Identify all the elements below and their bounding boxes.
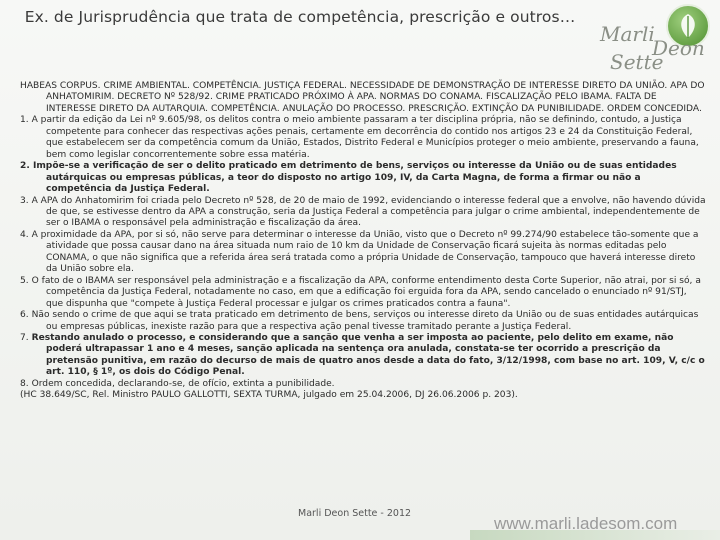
jurisprudence-text: [20, 81, 706, 402]
paragraph-7: [20, 333, 706, 379]
footer-credit: Marli Deon Sette - 2012: [298, 508, 412, 519]
ementa-paragraph: HABEAS CORPUS. CRIME AMBIENTAL. COMPETÊNCIA. JUSTIÇA FEDERAL. NECESSIDADE DE DEMONSTRAÇÃO DE INTERESSE DIRETO DA UNIÃO. APA DO ANHATOMIRIM. DECRETO Nº 528/92. CRIME PRATICADO PRÓXIMO À APA. NORMAS DO CONAMA. FISCALIZAÇÃO PELO IBAMA. FALTA DE INTERESSE DIRETO DA AUTARQUIA. COMPETÊNCIA. ANULAÇÃO DO PROCESSO. PRESCRIÇÃO. EXTINÇÃO DA PUNIBILIDADE. ORDEM CONCEDIDA.: [20, 81, 705, 114]
paragraph-5: 5. O fato de o IBAMA ser responsável pela administração e a fiscalização da APA, conforme entendimento desta Corte Superior, não atrai, por si só, a competência da Justiça Federal, notadamente no caso, em que a edificação foi erguida fora da APA, sendo cancelado o enunciado nº 91/STJ, que dispunha que "compete à Justiça Federal processar e julgar os crimes praticados contra a fauna".: [20, 275, 701, 309]
slide-title: Ex. de Jurisprudência que trata de competência, prescrição e outros…: [24, 8, 576, 26]
citation: (HC 38.649/SC, Rel. Ministro PAULO GALLOTTI, SEXTA TURMA, julgado em 25.04.2006, DJ 26.06.2006 p. 203).: [20, 390, 518, 401]
logo-word-sette: Sette: [610, 50, 664, 74]
paragraph-4: 4. A proximidade da APA, por si só, não serve para determinar o interesse da União, visto que o Decreto nº 99.274/90 estabelece tão-somente que a atividade que possa causar dano na área situada num raio de 10 km da Unidade de Conservação ficará sujeita às normas editadas pelo CONAMA, o que não significa que a referida área será tratada como a própria Unidade de Conservação, tampouco que haverá interesse direto da União sobre ela.: [20, 229, 699, 275]
logo: [592, 2, 712, 78]
paragraph-2: 2. Impõe-se a verificação de ser o delito praticado em detrimento de bens, serviços ou interesse da União ou de suas entidades autárquicas ou empresas públicas, a teor do disposto no artigo 109, IV, da Carta Magna, de forma a firmar ou não a competência da Justiça Federal.: [20, 161, 677, 195]
paragraph-8: 8. Ordem concedida, declarando-se, de ofício, extinta a punibilidade.: [20, 378, 335, 389]
paragraph-7-number: 7.: [20, 332, 32, 343]
paragraph-7-text: Restando anulado o processo, e considerando que a sanção que venha a ser imposta ao paciente, pelo delito em exame, não poderá ultrapassar 1 ano e 4 meses, sanção aplicada na sentença ora anulada, constata-se ter ocorrido a prescrição da pretensão punitiva, em razão do decurso de mais de quatro anos desde a data do fato, 3/12/1998, com base no art. 109, V, c/c o art. 110, § 1º, os dois do Código Penal.: [31, 332, 705, 378]
paragraph-1: 1. A partir da edição da Lei nº 9.605/98, os delitos contra o meio ambiente passaram a ter disciplina própria, não se definindo, contudo, a Justiça competente para conhecer das respectivas ações penais, certamente em decorrência do contido nos artigos 23 e 24 da Constituição Federal, que estabelecem ser da competência comum da União, Estados, Distrito Federal e Municípios proteger o meio ambiente, preservando a fauna, bem como legislar concorrentemente sobre essa matéria.: [20, 115, 699, 160]
logo-word-deon: Deon: [652, 36, 705, 60]
website-url: www.marli.ladesom.com: [494, 514, 678, 533]
paragraph-3: 3. A APA do Anhatomirim foi criada pelo Decreto nº 528, de 20 de maio de 1992, evidenciando o interesse federal que a envolve, não havendo dúvida de que, se estivesse dentro da APA a construção, seria da Justiça Federal a competência para julgar o crime ambiental, independentemente de ser o IBAMA o responsável pela administração e fiscalização da área.: [20, 195, 706, 229]
paragraph-6: 6. Não sendo o crime de que aqui se trata praticado em detrimento de bens, serviços ou interesse direto da União ou de suas entidades autárquicas ou empresas públicas, inexiste razão para que a respectiva ação penal tivesse tramitado perante a Justiça Federal.: [20, 310, 699, 332]
logo-word-marli: Marli: [600, 22, 655, 46]
